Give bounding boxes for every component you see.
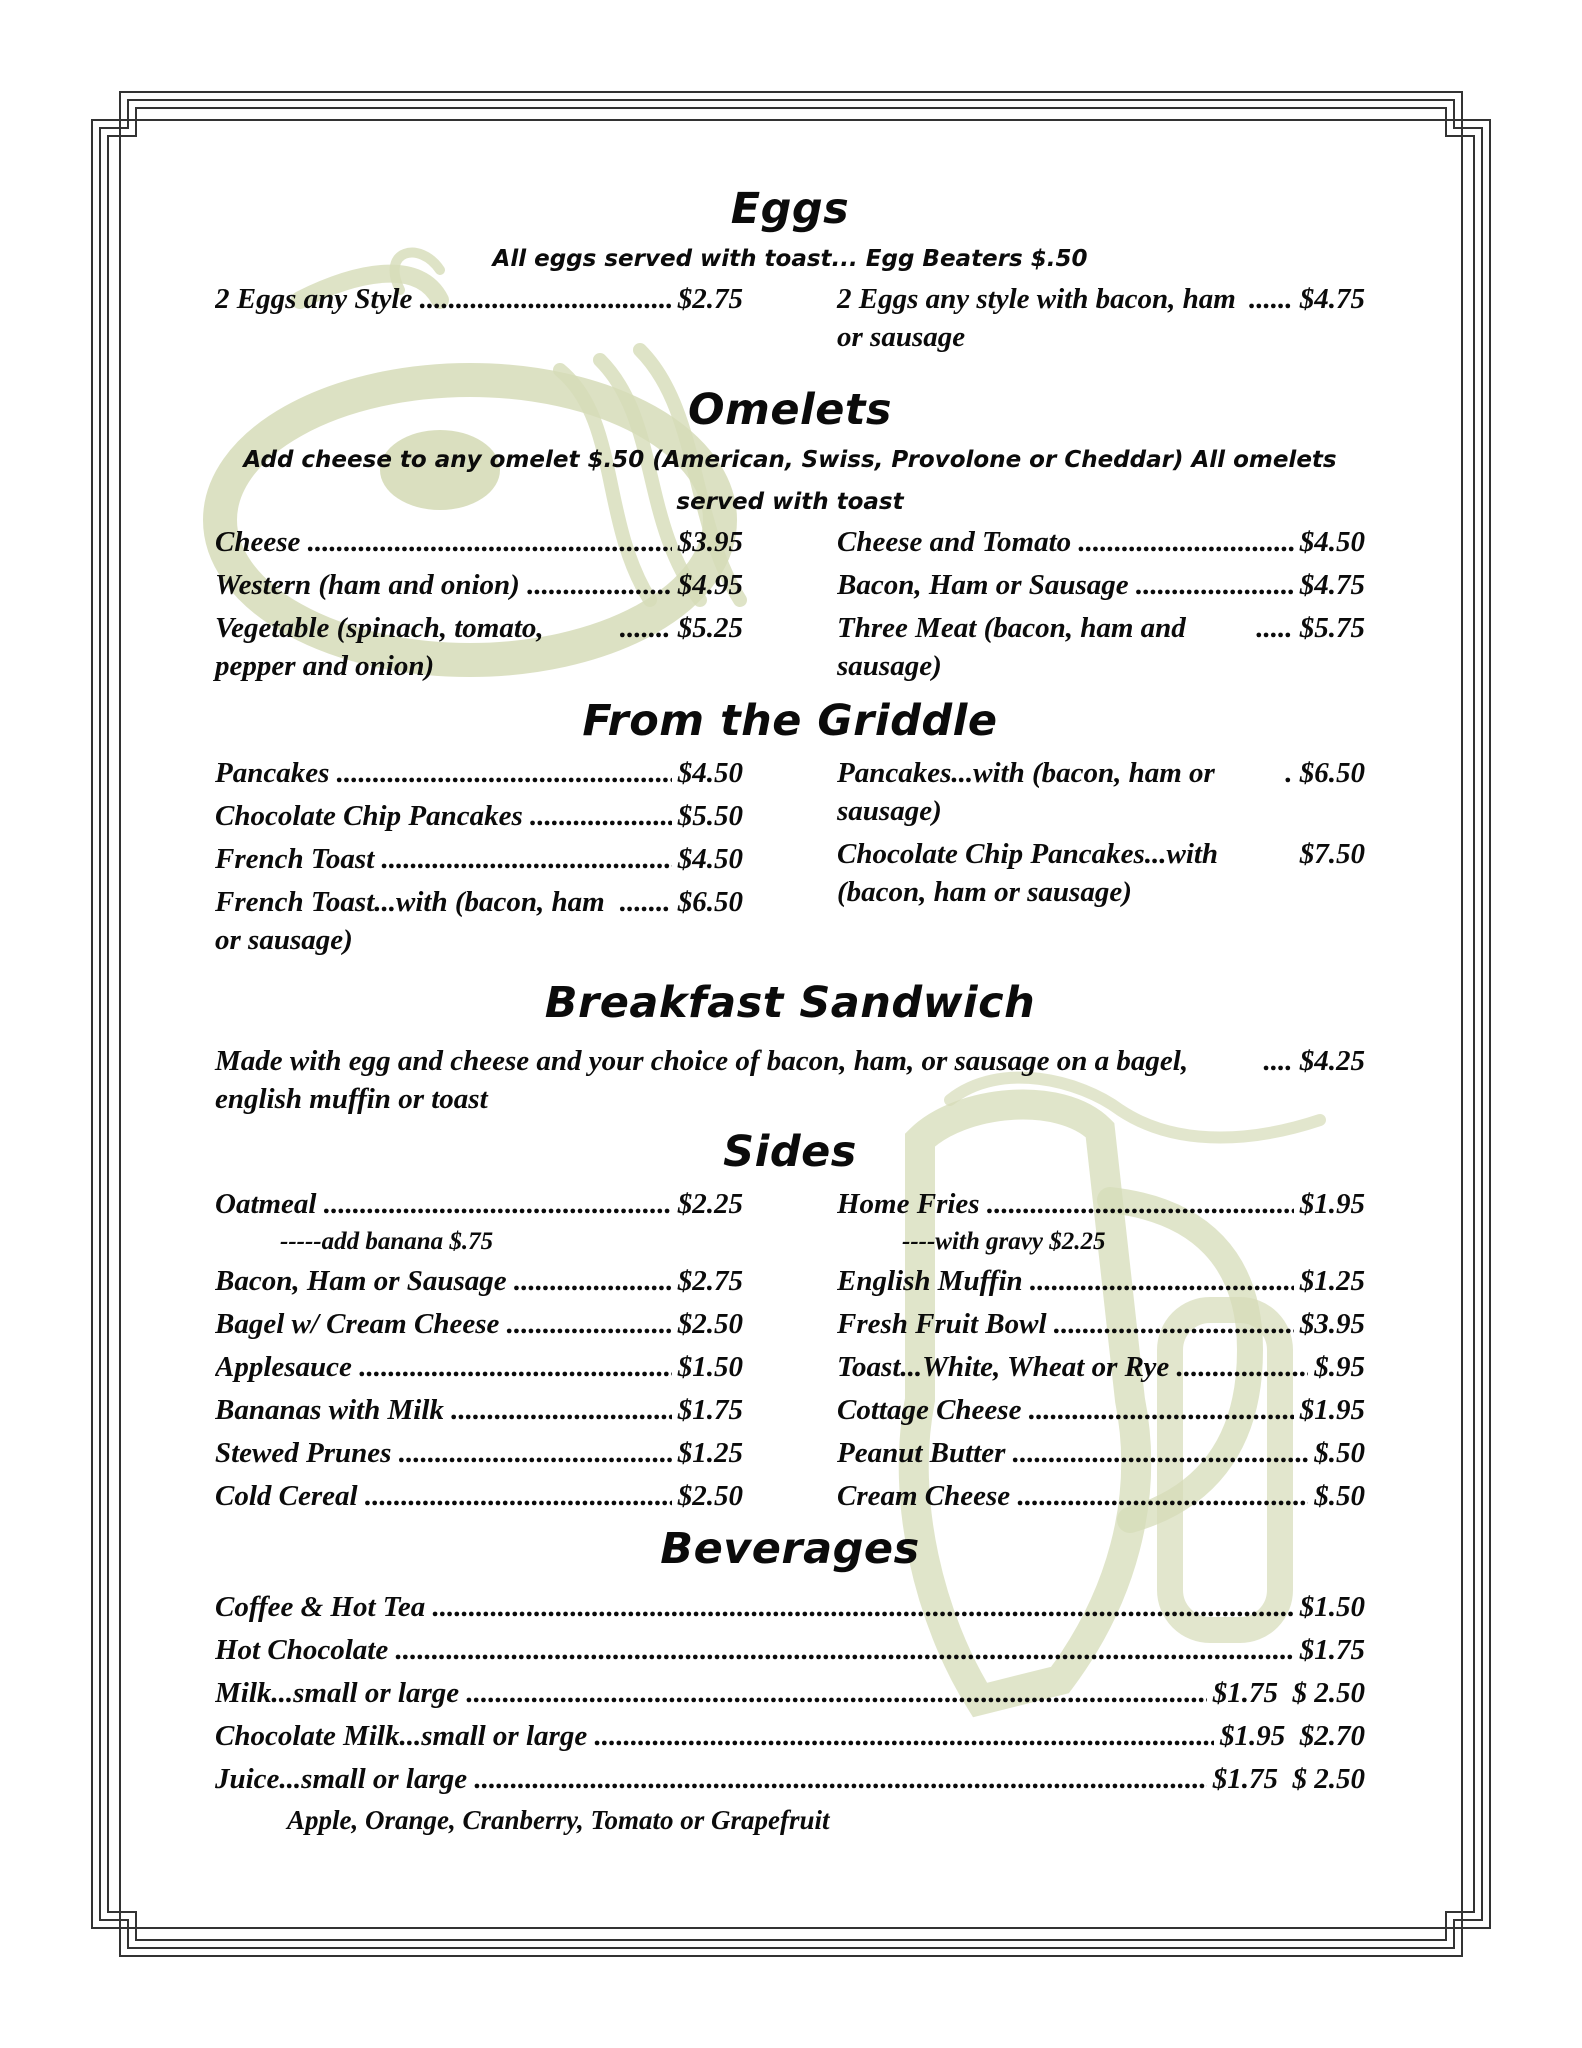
menu-item: Three Meat (bacon, ham and sausage) ..... $5.75	[837, 612, 1365, 682]
menu-item: Cheese and Tomato ..... $4.50	[837, 523, 1365, 561]
section-title-griddle: From the Griddle	[582, 696, 998, 746]
omelets-right-column	[837, 523, 1365, 690]
menu-item: Coffee & Hot Tea ..... $1.50	[215, 1588, 1365, 1626]
griddle-left-column	[215, 754, 743, 964]
omelets-note: Add cheese to any omelet $.50 (American, Swiss, Provolone or Cheddar) All omelets served with toast	[243, 447, 1337, 515]
menu-item: Bagel w/ Cream Cheese ..... $2.50	[215, 1305, 743, 1343]
griddle-columns	[215, 754, 1365, 964]
omelets-columns	[215, 523, 1365, 690]
menu-item: Chocolate Milk...small or large ..... $1.95 $2.70	[215, 1717, 1365, 1755]
sides-section	[215, 1123, 1365, 1520]
menu-item: Western (ham and onion) ..... $4.95	[215, 566, 743, 604]
eggs-columns	[215, 280, 1365, 361]
sides-columns	[215, 1185, 1365, 1520]
menu-item: Cold Cereal ..... $2.50	[215, 1477, 743, 1515]
menu-content	[215, 180, 1365, 1837]
beverages-list	[215, 1588, 1365, 1837]
section-title-beverages: Beverages	[660, 1524, 920, 1574]
menu-item: Bacon, Ham or Sausage ..... $2.75	[215, 1262, 743, 1300]
griddle-section	[215, 692, 1365, 964]
section-title-sides: Sides	[723, 1127, 857, 1177]
menu-item: French Toast ..... $4.50	[215, 840, 743, 878]
menu-item: French Toast...with (bacon, ham or sausage) ....... $6.50	[215, 886, 743, 956]
menu-item: Milk...small or large ..... $1.75 $ 2.50	[215, 1674, 1365, 1712]
eggs-section	[215, 180, 1365, 361]
omelets-section	[215, 381, 1365, 690]
menu-item: Pancakes ..... $4.50	[215, 754, 743, 792]
eggs-right-column	[837, 280, 1365, 361]
menu-item: Cheese ..... $3.95	[215, 523, 743, 561]
eggs-left-column	[215, 280, 743, 361]
section-title-eggs: Eggs	[730, 184, 850, 234]
menu-item: Chocolate Chip Pancakes ..... $5.50	[215, 797, 743, 835]
menu-item-note: -----add banana $.75	[280, 1228, 494, 1255]
menu-item: Toast...White, Wheat or Rye ..... $.95	[837, 1348, 1365, 1386]
menu-item: Cream Cheese ..... $.50	[837, 1477, 1365, 1515]
menu-item: Chocolate Chip Pancakes...with (bacon, ham or sausage) $7.50	[837, 838, 1365, 908]
menu-item: Stewed Prunes ..... $1.25	[215, 1434, 743, 1472]
menu-item: Made with egg and cheese and your choice of bacon, ham, or sausage on a bagel, english muffin or toast .... $4.25	[215, 1045, 1365, 1115]
omelets-left-column	[215, 523, 743, 690]
menu-item: 2 Eggs any Style ..... $2.75	[215, 280, 743, 318]
section-title-sandwich: Breakfast Sandwich	[544, 978, 1036, 1028]
menu-item: Bacon, Ham or Sausage ..... $4.75	[837, 566, 1365, 604]
menu-item: Juice...small or large ..... $1.75 $ 2.50	[215, 1760, 1365, 1798]
menu-item: Vegetable (spinach, tomato, pepper and onion) ....... $5.25	[215, 612, 743, 682]
menu-item: Pancakes...with (bacon, ham or sausage) . $6.50	[837, 757, 1365, 827]
menu-item: Peanut Butter ..... $.50	[837, 1434, 1365, 1472]
menu-item: 2 Eggs any style with bacon, ham or sausage ...... $4.75	[837, 283, 1365, 353]
beverages-section	[215, 1520, 1365, 1837]
menu-item: Cottage Cheese ..... $1.95	[837, 1391, 1365, 1429]
sandwich-section	[215, 974, 1365, 1118]
griddle-right-column	[837, 754, 1365, 964]
menu-item: Home Fries ..... $1.95	[837, 1185, 1365, 1223]
eggs-note: All eggs served with toast... Egg Beaters $.50	[492, 246, 1088, 272]
menu-item: English Muffin ..... $1.25	[837, 1262, 1365, 1300]
sides-left-column	[215, 1185, 743, 1520]
section-title-omelets: Omelets	[687, 385, 893, 435]
menu-item: Oatmeal ..... $2.25	[215, 1185, 743, 1223]
menu-item-note: ----with gravy $2.25	[902, 1228, 1106, 1255]
juice-options-note: Apple, Orange, Cranberry, Tomato or Grapefruit	[287, 1805, 830, 1835]
menu-item: Hot Chocolate ..... $1.75	[215, 1631, 1365, 1669]
menu-item: Bananas with Milk ..... $1.75	[215, 1391, 743, 1429]
sides-right-column	[837, 1185, 1365, 1520]
menu-item: Applesauce ..... $1.50	[215, 1348, 743, 1386]
menu-item: Fresh Fruit Bowl ..... $3.95	[837, 1305, 1365, 1343]
